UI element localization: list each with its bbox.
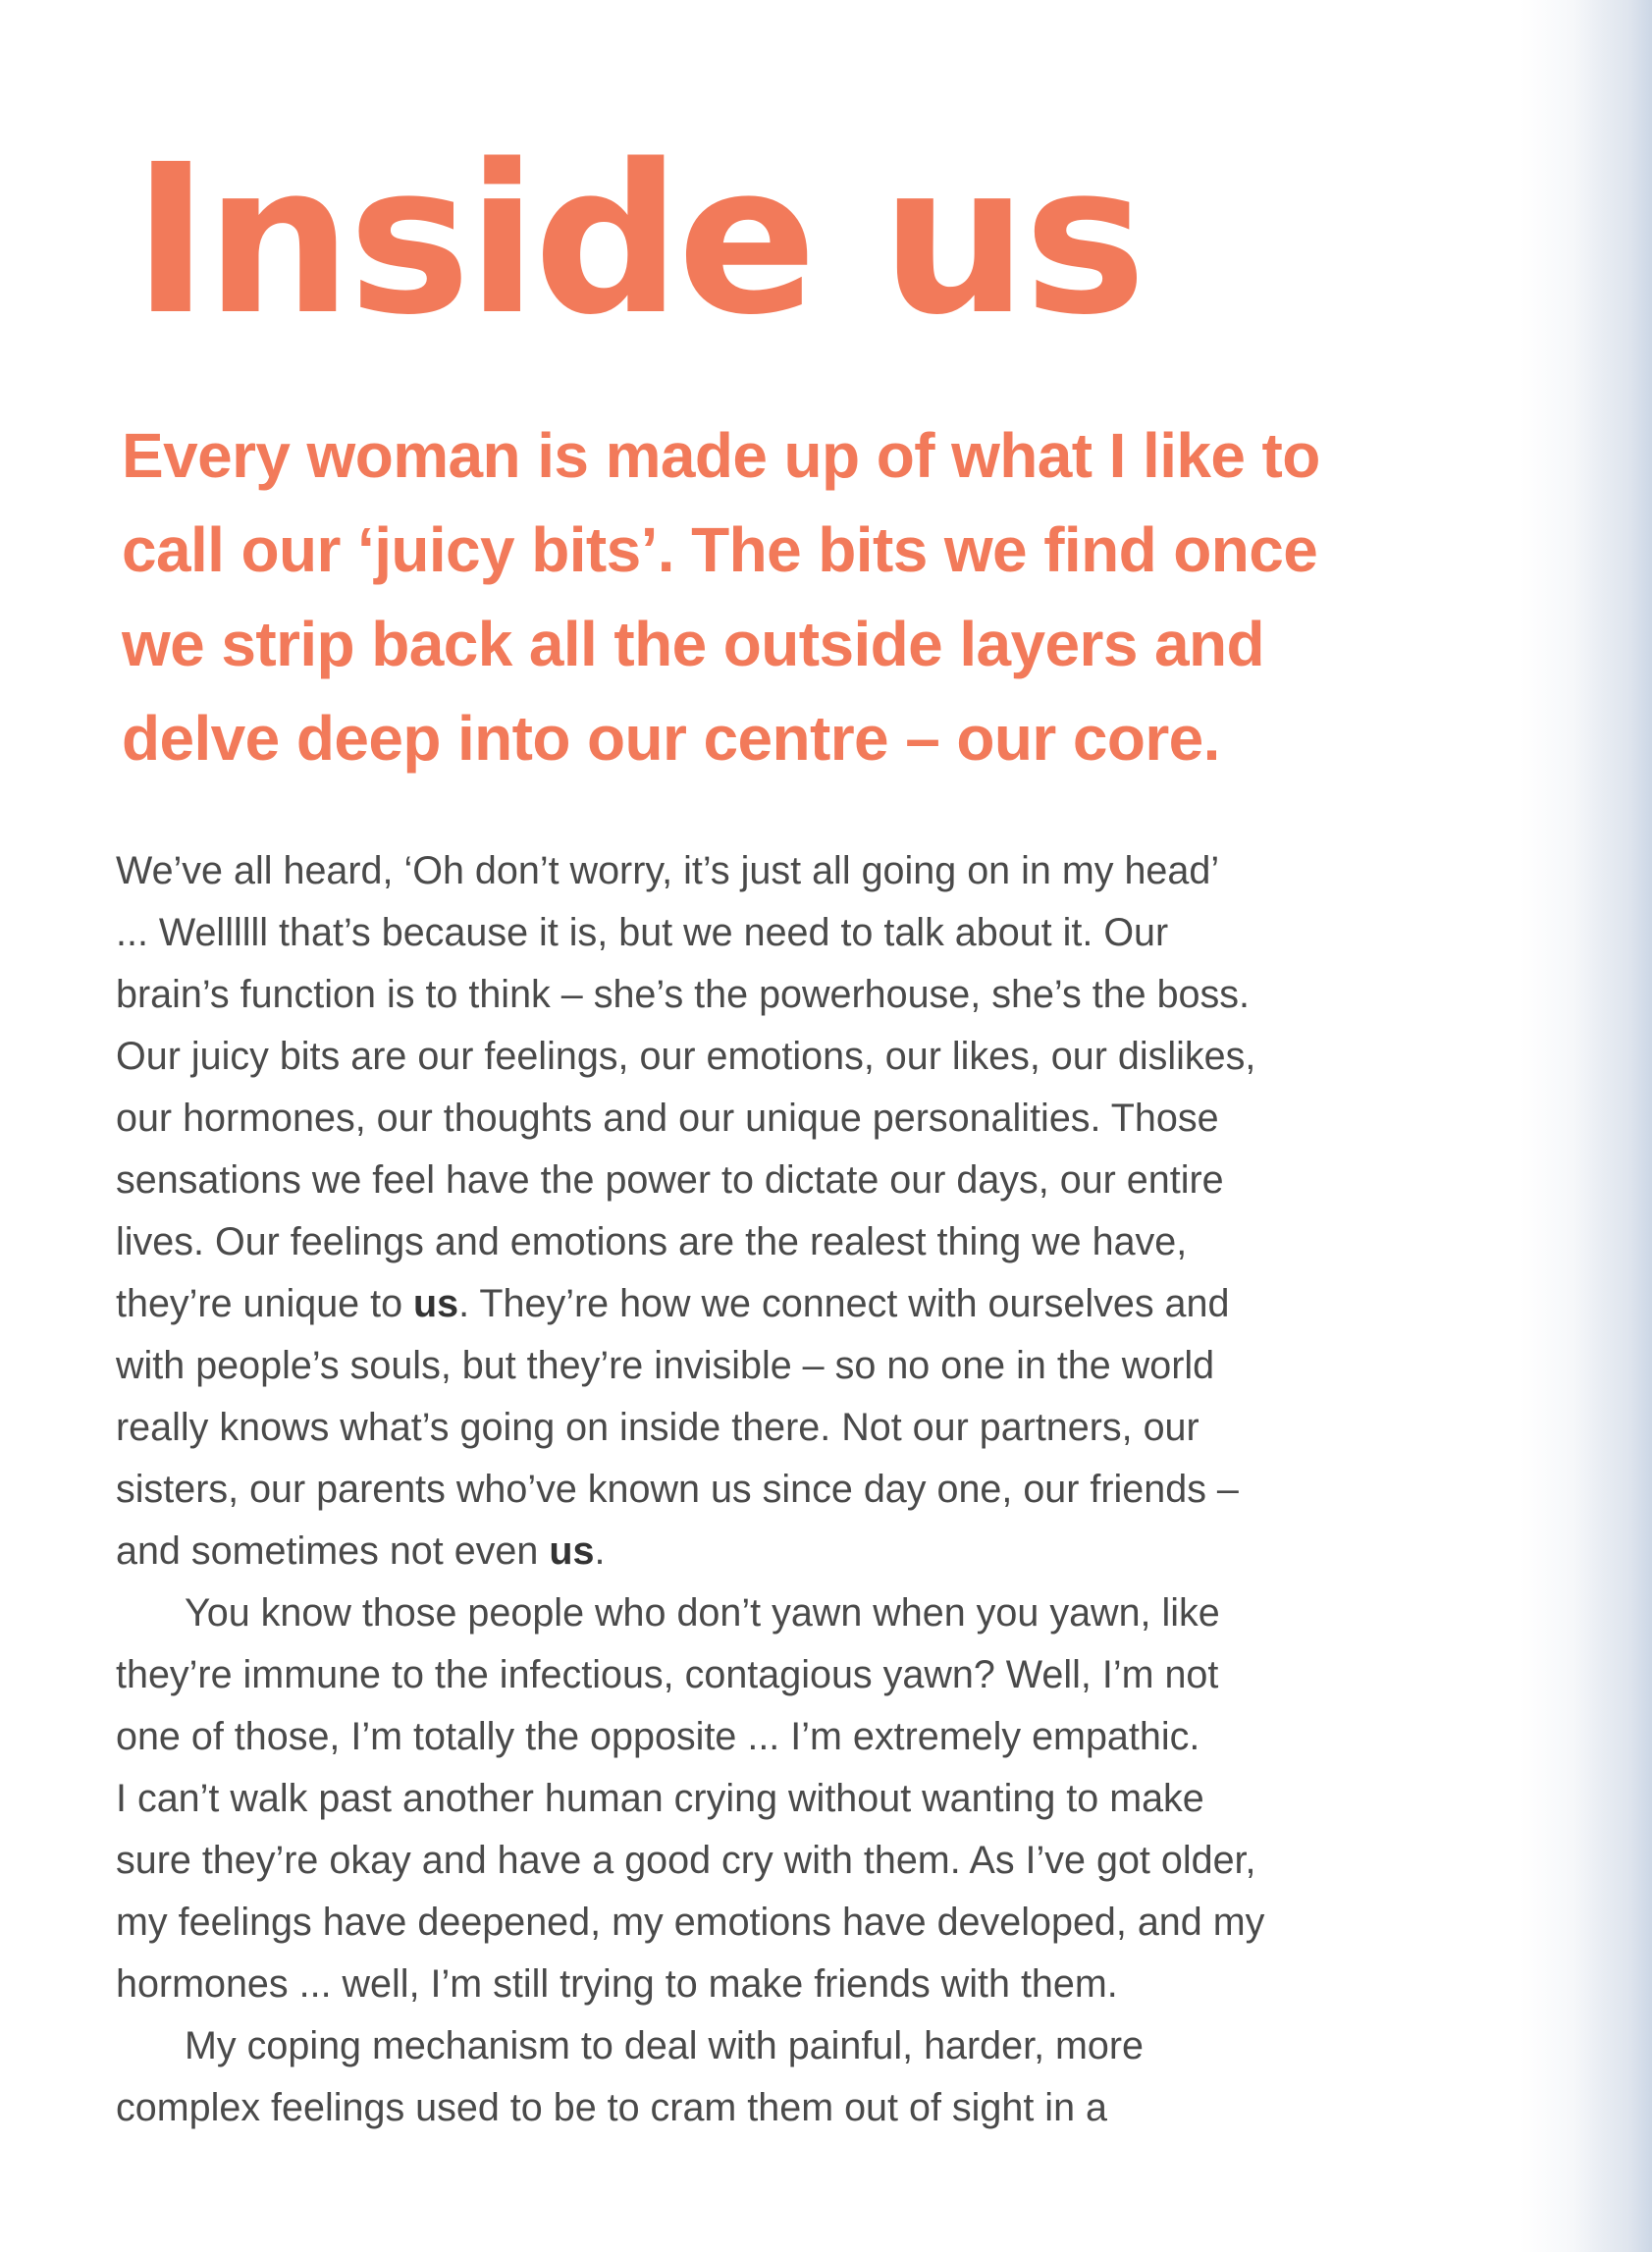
text-line: with people’s souls, but they’re invisible – so no one in the world xyxy=(116,1344,1215,1387)
text-line: brain’s function is to think – she’s the powerhouse, she’s the boss. xyxy=(116,973,1250,1016)
text-line: You know those people who don’t yawn when you yawn, like xyxy=(185,1591,1220,1635)
text-segment: . They’re how we connect with ourselves and xyxy=(458,1282,1230,1325)
page-edge-shadow xyxy=(1573,0,1652,2252)
text-line: they’re immune to the infectious, contagious yawn? Well, I’m not xyxy=(116,1653,1219,1696)
paragraph-1 xyxy=(116,840,1470,1582)
intro-paragraph xyxy=(122,408,1427,785)
paragraph-2 xyxy=(116,1582,1470,2015)
text-line: my feelings have deepened, my emotions have developed, and my xyxy=(116,1901,1265,1944)
text-line: sure they’re okay and have a good cry with them. As I’ve got older, xyxy=(116,1839,1256,1882)
text-line: sisters, our parents who’ve known us since day one, our friends – xyxy=(116,1468,1239,1511)
text-line: one of those, I’m totally the opposite ... I’m extremely empathic. xyxy=(116,1715,1200,1758)
paragraph-3 xyxy=(116,2015,1470,2139)
body-text xyxy=(116,840,1470,2139)
text-line: lives. Our feelings and emotions are the realest thing we have, xyxy=(116,1220,1188,1263)
text-line: complex feelings used to be to cram them out of sight in a xyxy=(116,2086,1107,2129)
text-segment: and sometimes not even xyxy=(116,1529,550,1573)
text-line: our hormones, our thoughts and our unique personalities. Those xyxy=(116,1097,1219,1140)
text-line: sensations we feel have the power to dictate our days, our entire xyxy=(116,1158,1224,1202)
text-segment: they’re unique to xyxy=(116,1282,414,1325)
text-line: I can’t walk past another human crying without wanting to make xyxy=(116,1777,1204,1820)
text-line: ... Wellllll that’s because it is, but we need to talk about it. Our xyxy=(116,911,1169,954)
text-line: My coping mechanism to deal with painful, harder, more xyxy=(185,2024,1145,2067)
text-line: Our juicy bits are our feelings, our emotions, our likes, our dislikes, xyxy=(116,1035,1256,1078)
intro-line: we strip back all the outside layers and xyxy=(122,609,1264,679)
chapter-title: Inside us xyxy=(133,120,1143,360)
intro-line: delve deep into our centre – our core. xyxy=(122,703,1220,774)
emphasis-us: us xyxy=(413,1282,459,1325)
intro-line: call our ‘juicy bits’. The bits we find once xyxy=(122,514,1318,585)
text-line: really knows what’s going on inside there. Not our partners, our xyxy=(116,1406,1199,1449)
text-line: We’ve all heard, ‘Oh don’t worry, it’s just all going on in my head’ xyxy=(116,849,1220,892)
text-segment: . xyxy=(594,1529,606,1573)
text-line xyxy=(116,1521,1470,1582)
emphasis-us: us xyxy=(549,1529,595,1573)
text-line xyxy=(116,1273,1470,1335)
intro-line: Every woman is made up of what I like to xyxy=(122,420,1320,491)
text-line: hormones ... well, I’m still trying to make friends with them. xyxy=(116,1962,1118,2006)
